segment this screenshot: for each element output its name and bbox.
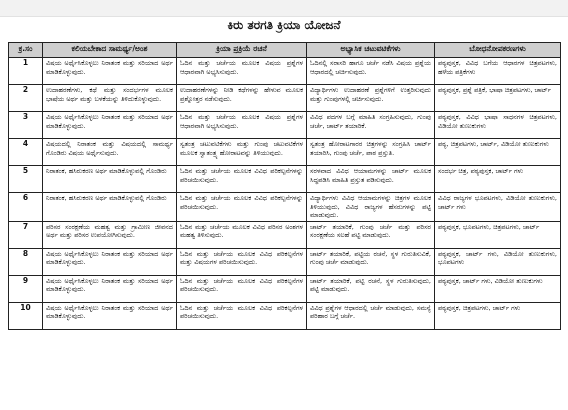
header-practice-activities: ಅಭ್ಯಾಸಿಕ ಚಟುವಟಿಕೆಗಳು xyxy=(307,43,435,58)
table-header-row xyxy=(9,43,561,58)
row-number: 9 xyxy=(9,275,43,302)
cell-teaching-aids: ಸಂದರ್ಭ ಚಿತ್ರ, ಪಠ್ಯಪುಸ್ತಕ, ಚಾರ್ಟ್ ಗಳು xyxy=(435,166,561,193)
cell-process: ಓದಿನ ಮತ್ತು ಚರ್ಚೆಯ ಮೂಲಕ ವಿವಿಧ ಪರಿಕಲ್ಪನೆಗಳ ಪರಿಚಯಿಸುವುದು. xyxy=(177,302,307,329)
cell-competency: ವಿಷಯ ಅರ್ಥೈಸಿಕೊಳ್ಳಲು ನಿರಾತಂಕ ಮತ್ತು ಸರಿಯಾದ ಅರ್ಥ ಮಾಡಿಕೊಳ್ಳುವುದು. xyxy=(43,248,177,275)
cell-activities: ಸ್ವತಂತ್ರ ಹೋರಾಟಗಾರರ ಚಿತ್ರಗಳನ್ನು ಸಂಗ್ರಹಿಸಿ ಚಾರ್ಟ್ ತಯಾರಿಸಿ, ಗುಂಪು ಚರ್ಚೆ, ಪಾಠ ಪ್ರಸ್ತುತಿ. xyxy=(307,139,435,166)
cell-teaching-aids: ಪಠ್ಯಪುಸ್ತಕ, ಭೂಪಟಗಳು, ಚಿತ್ರಪಟಗಳು, ಚಾರ್ಟ್ xyxy=(435,221,561,248)
table-row xyxy=(9,58,561,85)
table-row xyxy=(9,139,561,166)
cell-activities: ವಿವಿಧ ಪ್ರಶ್ನೆಗಳ ಆಧಾರದಲ್ಲಿ ಚರ್ಚೆ ಮಾಡುವುದು, ಸಮಸ್ಯೆ ಪರಿಹಾರ ಬಗ್ಗೆ ಚರ್ಚೆ. xyxy=(307,302,435,329)
cell-activities: ವಿದ್ಯಾರ್ಥಿಗಳು ಉದಾಹರಣೆ ಪ್ರಶ್ನೆಗಳಿಗೆ ಉತ್ತರಿಸುವುದು ಮತ್ತು ಗುಂಪುಗಳಲ್ಲಿ ಚರ್ಚಿಸುವುದು. xyxy=(307,85,435,112)
cell-teaching-aids: ಪಠ್ಯಪುಸ್ತಕ, ಚಾರ್ಟ್ ಗಳು, ವಿಡಿಯೋ ತುಣುಕುಗಳು, ಭೂಪಟಗಳು xyxy=(435,248,561,275)
cell-activities: ಚಾರ್ಟ್ ತಯಾರಿಕೆ, ಪಟ್ಟಿ ರಚನೆ, ಸ್ಥಳ ಗುರುತಿಸುವುದು, ಪಟ್ಟಿ ಮಾಡುವುದು. xyxy=(307,275,435,302)
cell-competency: ವಿಷಯ ಅರ್ಥೈಸಿಕೊಳ್ಳಲು ನಿರಾತಂಕ ಮತ್ತು ಸರಿಯಾದ ಅರ್ಥ ಮಾಡಿಕೊಳ್ಳುವುದು. xyxy=(43,112,177,139)
cell-process: ಓದಿನ ಮತ್ತು ಚರ್ಚೆಯ ಮೂಲಕ ವಿವಿಧ ಪರಿಸರ ಅಂಶಗಳ ಮಹತ್ವ ತಿಳಿಸುವುದು. xyxy=(177,221,307,248)
cell-teaching-aids: ಪಠ್ಯಪುಸ್ತಕ, ಚಾರ್ಟ್ ಗಳು, ವಿಡಿಯೋ ತುಣುಕುಗಳು xyxy=(435,275,561,302)
cell-activities: ಓದಿನಲ್ಲಿ ಸರಾಸರಿ ಹಾಗೂ ಚರ್ಚೆ ನಡೆಸಿ ವಿಷಯ ಪ್ರಶ್ನೆಯ ಆಧಾರದಲ್ಲಿ ಚರ್ಚಿಸುವುದು. xyxy=(307,58,435,85)
table-row xyxy=(9,302,561,329)
table-row xyxy=(9,275,561,302)
table-row xyxy=(9,85,561,112)
cell-activities: ಸರಳವಾದ ವಿವಿಧ ಆಯಾಮಗಳನ್ನು ಚಾರ್ಟ್ ಮೂಲಕ ಸಿದ್ಧಪಡಿಸಿ ಮಾಹಿತಿ ಪ್ರಸ್ತುತ ಪಡಿಸುವುದು. xyxy=(307,166,435,193)
row-number: 2 xyxy=(9,85,43,112)
cell-teaching-aids: ಪಠ್ಯ, ಚಿತ್ರಪಟಗಳು, ಚಾರ್ಟ್, ವಿಡಿಯೋ ತುಣುಕುಗಳು xyxy=(435,139,561,166)
cell-process: ಓದಿನ ಮತ್ತು ಚರ್ಚೆಯ ಮೂಲಕ ವಿವಿಧ ಪರಿಕಲ್ಪನೆಗಳನ್ನು ಪರಿಚಯಿಸುವುದು. xyxy=(177,193,307,222)
row-number: 3 xyxy=(9,112,43,139)
cell-competency: ನಿರಾತಂಕ, ಹಸಿರುಕರಣ ಅರ್ಥ ಮಾಡಿಕೊಳ್ಳುವಲ್ಲಿ ಗೊಂಡಿರು xyxy=(43,193,177,222)
row-number: 8 xyxy=(9,248,43,275)
row-number: 5 xyxy=(9,166,43,193)
row-number: 1 xyxy=(9,58,43,85)
cell-competency: ಉದಾಹರಣೆಗಳು, ಕಥೆ ಮತ್ತು ಸಂದರ್ಭಗಳ ಮೂಲಕ ಭಾಷೆಯ ಅರ್ಥ ಮತ್ತು ಬಳಕೆಯನ್ನು ತಿಳಿದುಕೊಳ್ಳುವುದು. xyxy=(43,85,177,112)
cell-activities: ವಿವಿಧ ಪದಗಳ ಬಗ್ಗೆ ಮಾಹಿತಿ ಸಂಗ್ರಹಿಸುವುದು, ಗುಂಪು ಚರ್ಚೆ, ಚಾರ್ಟ್ ತಯಾರಿಕೆ. xyxy=(307,112,435,139)
cell-teaching-aids: ಪಠ್ಯಪುಸ್ತಕ, ಚಿತ್ರಪಟಗಳು, ಚಾರ್ಟ್ ಗಳು xyxy=(435,302,561,329)
header-teaching-aids: ಬೋಧನೋಪಕರಣಗಳು xyxy=(435,43,561,58)
cell-process: ಓದಿನ ಮತ್ತು ಚರ್ಚೆಯ ಮೂಲಕ ವಿವಿಧ ಪರಿಕಲ್ಪನೆಗಳ ಪರಿಚಯಿಸುವುದು. xyxy=(177,275,307,302)
table-row xyxy=(9,221,561,248)
row-number: 4 xyxy=(9,139,43,166)
cell-teaching-aids: ಪಠ್ಯಪುಸ್ತಕ, ಪ್ರಶ್ನೆ ಪತ್ರಿಕೆ, ಭಾಷಾ ಚಿತ್ರಪಟಗಳು, ಚಾರ್ಟ್ xyxy=(435,85,561,112)
header-learning-competency: ಕಲಿಯಬೇಕಾದ ಸಾಮರ್ಥ್ಯ/ಅಂಶ xyxy=(43,43,177,58)
cell-teaching-aids: ವಿವಿಧ ರಾಜ್ಯಗಳ ಭೂಪಟಗಳು, ವಿಡಿಯೋ ತುಣುಕುಗಳು, ಚಾರ್ಟ್ ಗಳು xyxy=(435,193,561,222)
cell-process: ಉದಾಹರಣೆಗಳನ್ನು ನೀಡಿ ಕಥೆಗಳನ್ನು ಹೇಳುವ ಮೂಲಕ ಪ್ರಶ್ನೋತ್ತರ ನಡೆಸುವುದು. xyxy=(177,85,307,112)
header-process-design: ಕ್ರಿಯಾ ಪ್ರಕ್ರಿಯೆ ರಚನೆ xyxy=(177,43,307,58)
cell-competency: ವಿಷಯ ಅರ್ಥೈಸಿಕೊಳ್ಳಲು ನಿರಾತಂಕ ಮತ್ತು ಸರಿಯಾದ ಅರ್ಥ ಮಾಡಿಕೊಳ್ಳುವುದು. xyxy=(43,302,177,329)
cell-process: ಓದಿನ ಮತ್ತು ಚರ್ಚೆಯ ಮೂಲಕ ವಿಷಯ ಪ್ರಶ್ನೆಗಳ ಆಧಾರವಾಗಿ ಅಭ್ಯಸಿಸುವುದು. xyxy=(177,112,307,139)
table-row xyxy=(9,193,561,222)
cell-process: ಓದಿನ ಮತ್ತು ಚರ್ಚೆಯ ಮೂಲಕ ವಿಷಯ ಪ್ರಶ್ನೆಗಳ ಆಧಾರವಾಗಿ ಅಭ್ಯಸಿಸುವುದು. xyxy=(177,58,307,85)
cell-competency: ವಿಷಯದಲ್ಲಿ ನಿರಾತಂಕ ಮತ್ತು ವಿಷಯದಲ್ಲಿ ಸಾಮರ್ಥ್ಯ ಗೊಂಡಿರು ವಿಷಯ ಅರ್ಥೈಸುವುದು. xyxy=(43,139,177,166)
page-title: ಕಿರು ತರಗತಿ ಕ್ರಿಯಾ ಯೋಜನೆ xyxy=(227,18,341,32)
cell-competency: ವಿಷಯ ಅರ್ಥೈಸಿಕೊಳ್ಳಲು ನಿರಾತಂಕ ಮತ್ತು ಸರಿಯಾದ ಅರ್ಥ ಮಾಡಿಕೊಳ್ಳುವುದು. xyxy=(43,275,177,302)
header-serial-number: ಕ್ರ.ಸಂ xyxy=(9,43,43,58)
cell-competency: ಪರಿಸರ ಸಂರಕ್ಷಣೆಯ ಮಹತ್ವ ಮತ್ತು ಗ್ರಾಮೀಣ ಜೀವನದ ಅರ್ಥ ಮತ್ತು ಪರಿಸರ ಉಪಯೋಗಿಸುವುದು. xyxy=(43,221,177,248)
cell-teaching-aids: ಪಠ್ಯಪುಸ್ತಕ, ವಿವಿಧ ಭಾಷಾ ಸಾಧನಗಳ ಚಿತ್ರಪಟಗಳು, ವಿಡಿಯೋ ತುಣುಕುಗಳು xyxy=(435,112,561,139)
table-row xyxy=(9,112,561,139)
cell-process: ಓದಿನ ಮತ್ತು ಚರ್ಚೆಯ ಮೂಲಕ ವಿವಿಧ ಪರಿಕಲ್ಪನೆಗಳ ಮತ್ತು ವಿಷಯಗಳ ಪರಿಚಯಿಸುವುದು. xyxy=(177,248,307,275)
cell-teaching-aids: ಪಠ್ಯಪುಸ್ತಕ, ವಿವಿಧ ಬಗೆಯ ಆಧಾರಗಳ ಚಿತ್ರಪಟಗಳು, ಹಳೆಯ ಪತ್ರಿಕೆಗಳು xyxy=(435,58,561,85)
table-row xyxy=(9,166,561,193)
row-number: 7 xyxy=(9,221,43,248)
action-plan-table xyxy=(8,42,561,330)
top-strip xyxy=(0,0,568,17)
cell-process: ಓದಿನ ಮತ್ತು ಚರ್ಚೆಯ ಮೂಲಕ ವಿವಿಧ ಪರಿಕಲ್ಪನೆಗಳನ್ನು ಪರಿಚಯಿಸುವುದು. xyxy=(177,166,307,193)
cell-competency: ವಿಷಯ ಅರ್ಥೈಸಿಕೊಳ್ಳಲು ನಿರಾತಂಕ ಮತ್ತು ಸರಿಯಾದ ಅರ್ಥ ಮಾಡಿಕೊಳ್ಳುವುದು. xyxy=(43,58,177,85)
cell-process: ಸ್ವತಂತ್ರ ಚಟುವಟಿಕೆಗಳು ಮತ್ತು ಗುಂಪು ಚಟುವಟಿಕೆಗಳ ಮೂಲಕ ಸ್ವಾತಂತ್ರ್ಯ ಹೋರಾಟವನ್ನು ತಿಳಿಯುವುದು. xyxy=(177,139,307,166)
table-row xyxy=(9,248,561,275)
cell-competency: ನಿರಾತಂಕ, ಹಸಿರುಕರಣ ಅರ್ಥ ಮಾಡಿಕೊಳ್ಳುವಲ್ಲಿ ಗೊಂಡಿರು xyxy=(43,166,177,193)
cell-activities: ಚಾರ್ಟ್ ತಯಾರಿಕೆ, ಗುಂಪು ಚರ್ಚೆ ಮತ್ತು ಪರಿಸರ ಸಂರಕ್ಷಣೆಯ ಸಲಹೆ ಪಟ್ಟಿ ಮಾಡುವುದು. xyxy=(307,221,435,248)
cell-activities: ಚಾರ್ಟ್ ತಯಾರಿಕೆ, ಪಟ್ಟಿಯ ರಚನೆ, ಸ್ಥಳ ಗುರುತಿಸುವಿಕೆ, ಗುಂಪು ಚರ್ಚೆ ಮಾಡುವುದು. xyxy=(307,248,435,275)
row-number: 10 xyxy=(9,302,43,329)
row-number: 6 xyxy=(9,193,43,222)
cell-activities: ವಿದ್ಯಾರ್ಥಿಗಳು ವಿವಿಧ ಆಯಾಮಗಳನ್ನು ಚಿತ್ರಗಳ ಮೂಲಕ ತಿಳಿಯುವುದು, ವಿವಿಧ ರಾಜ್ಯಗಳ ಹೆಸರುಗಳನ್ನು ಪಟ್ಟಿ ಮಾಡುವುದು. xyxy=(307,193,435,222)
